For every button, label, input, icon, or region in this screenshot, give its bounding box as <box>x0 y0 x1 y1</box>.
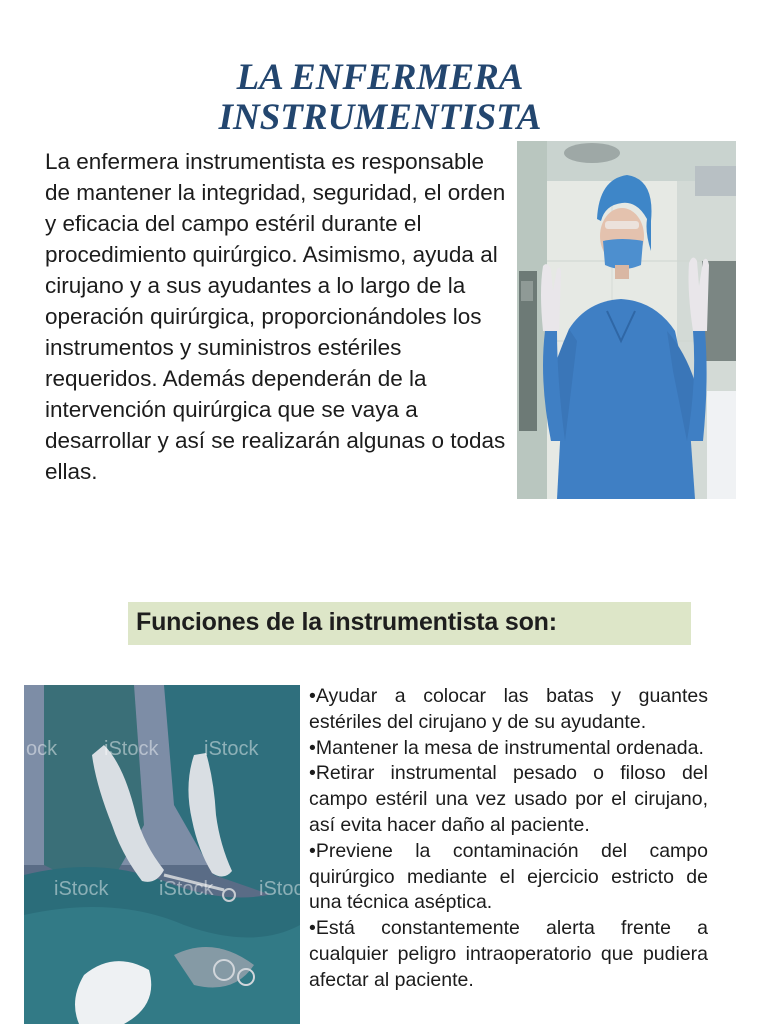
watermark-4: iStock <box>54 878 109 900</box>
function-item: •Previene la contaminación del campo quirúrgico mediante el ejercicio estricto de una técnica aséptica. <box>309 839 708 914</box>
intro-paragraph: La enfermera instrumentista es responsable de mantener la integridad, seguridad, el orden y eficacia del campo estéril durante el procedimiento quirúrgico. Asimismo, ayuda al cirujano y a sus ayudantes a lo largo de la operación quirúrgica, proporcionándoles los instrumentos y suministros estériles requeridos. Además dependerán de la intervención quirúrgica que se vaya a desarrollar y así se realizarán algunas o todas ellas. <box>45 149 506 484</box>
title-line-2: INSTRUMENTISTA <box>218 97 542 138</box>
watermark-1: ock <box>26 738 58 760</box>
functions-heading-banner <box>128 602 691 645</box>
functions-heading: Funciones de la instrumentista son: <box>136 608 557 636</box>
functions-list <box>309 684 708 994</box>
watermark-5: iStock <box>159 878 214 900</box>
function-item: •Mantener la mesa de instrumental ordenada. <box>309 736 704 759</box>
title-line-1: LA ENFERMERA <box>236 57 524 98</box>
function-item: •Ayudar a colocar las batas y guantes estériles del cirujano y de su ayudante. <box>309 685 708 733</box>
surgery-photo <box>24 685 314 1024</box>
watermark-3: iStock <box>204 738 259 760</box>
watermark-2: iStock <box>104 738 159 760</box>
function-item: •Retirar instrumental pesado o filoso del campo estéril una vez usado por el cirujano, así evita hacer daño al paciente. <box>309 762 708 836</box>
watermark-6: iStock <box>259 878 314 900</box>
nurse-photo <box>517 141 736 499</box>
page-title <box>0 58 760 138</box>
function-item: •Está constantemente alerta frente a cualquier peligro intraoperatorio que pudiera afectar al paciente. <box>309 917 708 991</box>
